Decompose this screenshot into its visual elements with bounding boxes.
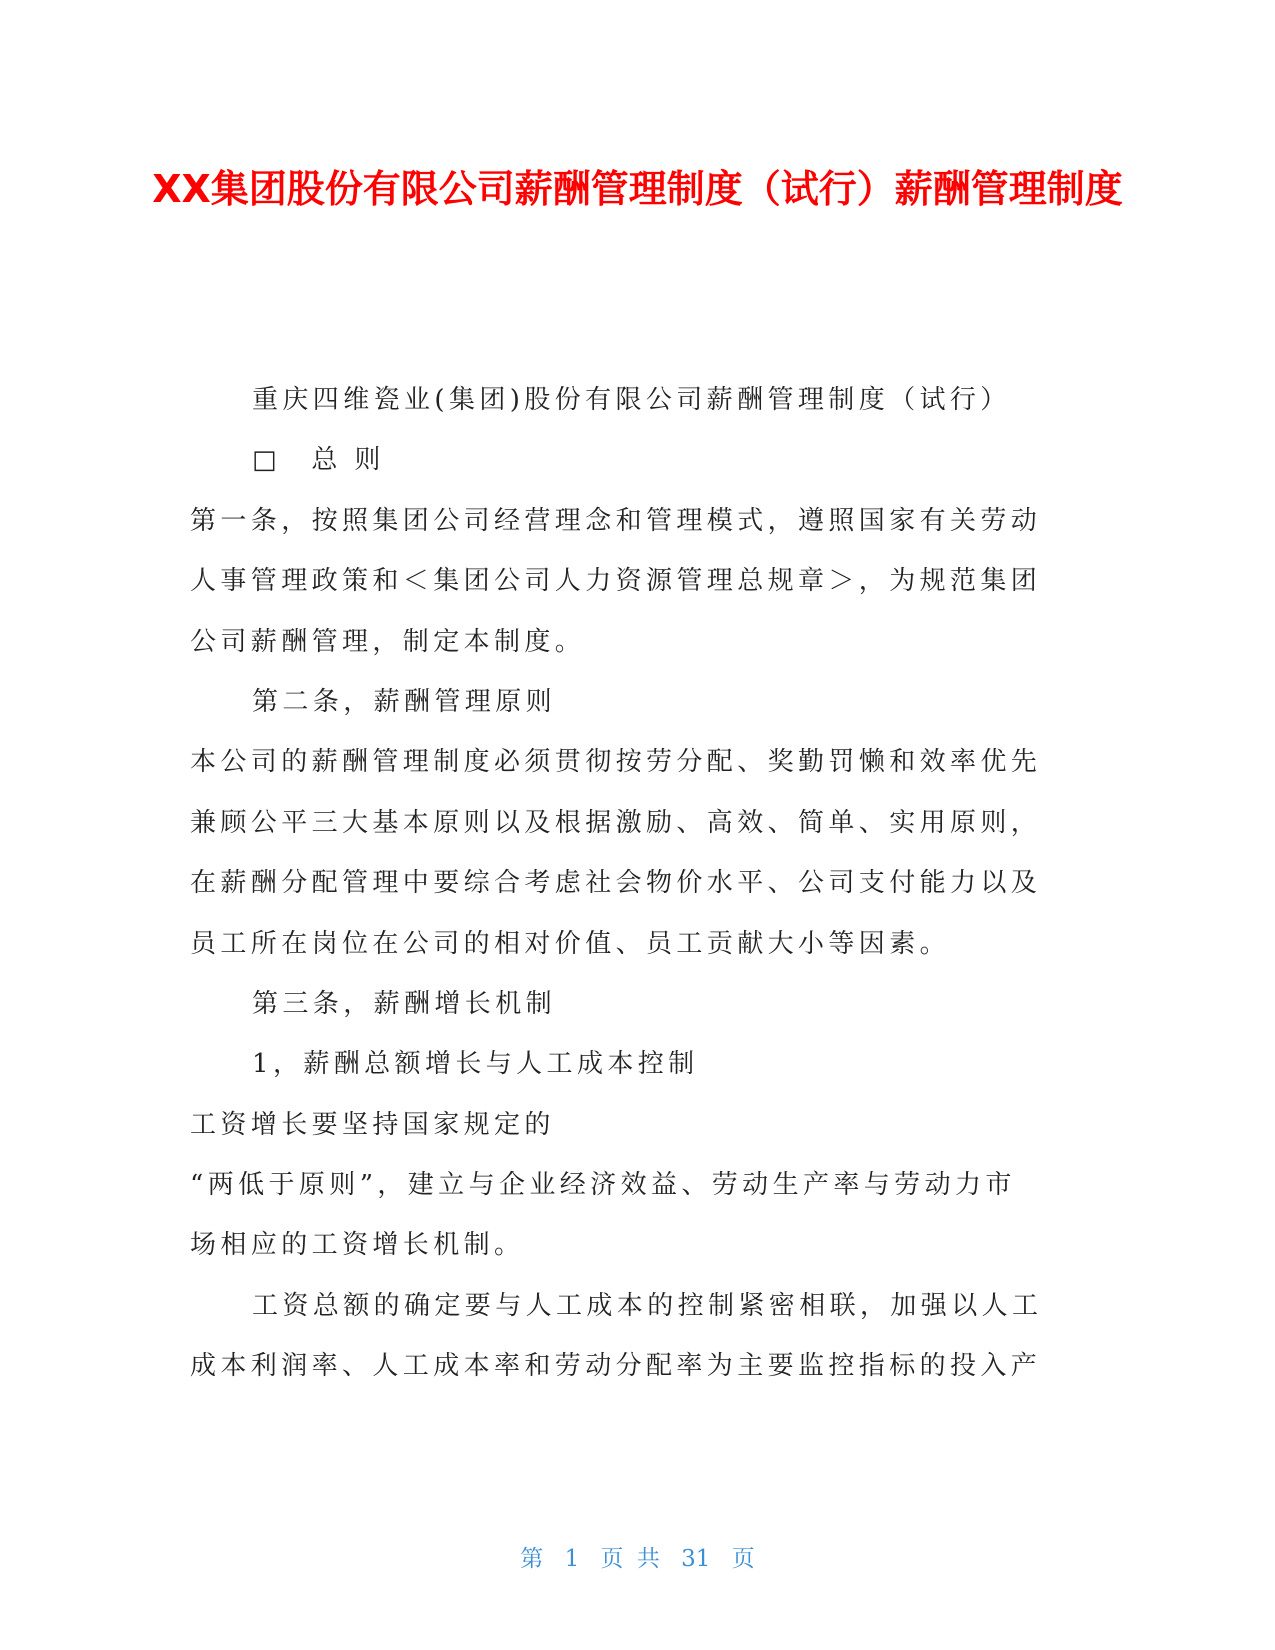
footer-prefix: 第 <box>520 1546 544 1572</box>
section-heading: □ 总 则 <box>252 445 385 476</box>
body-line: 公司薪酬管理，制定本制度。 <box>190 626 586 657</box>
body-line: 重庆四维瓷业(集团)股份有限公司薪酬管理制度（试行） <box>252 385 1011 415</box>
body-line: 场相应的工资增长机制。 <box>190 1230 525 1261</box>
document-body <box>190 370 1070 1397</box>
body-line: 第一条，按照集团公司经营理念和管理模式，遵照国家有关劳动 <box>190 505 1042 536</box>
body-line: 兼顾公平三大基本原则以及根据激励、高效、简单、实用原则， <box>190 807 1042 838</box>
body-line: 员工所在岗位在公司的相对价值、员工贡献大小等因素。 <box>190 928 951 959</box>
body-line: 在薪酬分配管理中要综合考虑社会物价水平、公司支付能力以及 <box>190 868 1042 899</box>
article-heading: 第三条，薪酬增长机制 <box>252 988 557 1019</box>
document-title: XX集团股份有限公司薪酬管理制度（试行）薪酬管理制度 <box>152 167 1123 211</box>
body-line: “两低于原则”，建立与企业经济效益、劳动生产率与劳动力市 <box>190 1170 1016 1201</box>
body-line: 成本利润率、人工成本率和劳动分配率为主要监控指标的投入产 <box>190 1351 1042 1382</box>
article-heading: 第二条，薪酬管理原则 <box>252 686 557 717</box>
body-line: 工资增长要坚持国家规定的 <box>190 1109 555 1140</box>
page-footer <box>0 1540 1275 1573</box>
body-line: 工资总额的确定要与人工成本的控制紧密相联，加强以人工 <box>252 1290 1043 1321</box>
current-page-number: 1 <box>564 1546 580 1572</box>
footer-middle: 页 共 <box>600 1546 660 1572</box>
sub-heading: 1，薪酬总额增长与人工成本控制 <box>252 1049 699 1080</box>
body-line: 人事管理政策和＜集团公司人力资源管理总规章＞，为规范集团 <box>190 566 1042 597</box>
footer-suffix: 页 <box>731 1546 755 1572</box>
body-line: 本公司的薪酬管理制度必须贯彻按劳分配、奖勤罚懒和效率优先 <box>190 747 1042 778</box>
total-pages-number: 31 <box>681 1546 711 1572</box>
